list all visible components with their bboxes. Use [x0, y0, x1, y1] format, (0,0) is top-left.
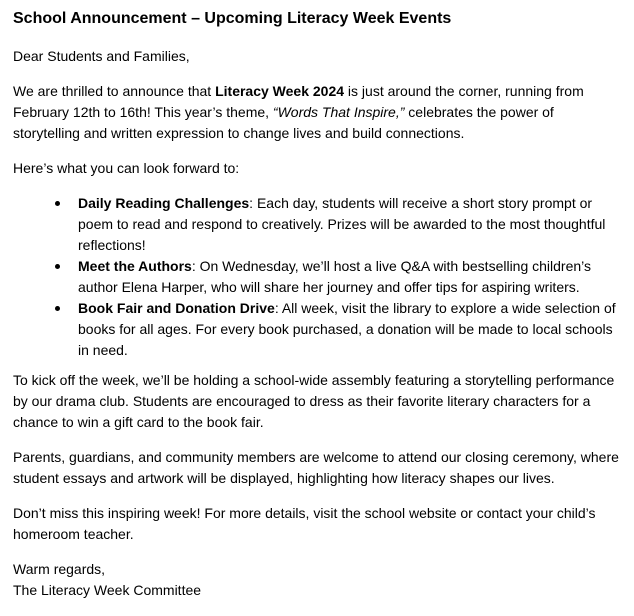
bullet-icon: [55, 264, 60, 269]
list-item-book-fair: [78, 298, 621, 361]
assembly-paragraph: To kick off the week, we’ll be holding a school-wide assembly featuring a storytelling performance by our drama club. Students are encouraged to dress as their favorite literary characters for a chance to win a gift card to the book fair.: [13, 372, 615, 430]
signoff: Warm regards,: [13, 561, 106, 577]
event-item-text: Daily Reading Challenges: Each day, students will receive a short story prompt or poem to read and respond to creatively. Prizes will be awarded to the most thoughtful reflections!: [78, 195, 606, 253]
reminder-paragraph: Don’t miss this inspiring week! For more details, visit the school website or contact your child’s homeroom teacher.: [13, 505, 596, 542]
salutation: Dear Students and Families,: [13, 48, 190, 64]
event-item-text: Meet the Authors: On Wednesday, we’ll host a live Q&A with bestselling children’s author Elena Harper, who will share her journey and offer tips for aspiring writers.: [78, 258, 592, 295]
events-list: [13, 193, 621, 361]
ceremony-paragraph: Parents, guardians, and community members are welcome to attend our closing ceremony, where student essays and artwork will be displayed, highlighting how literacy shapes our lives.: [13, 449, 619, 486]
bullet-icon: [55, 201, 60, 206]
signoff-block: [13, 559, 621, 601]
document-title: School Announcement – Upcoming Literacy Week Events: [13, 10, 452, 27]
signature: The Literacy Week Committee: [13, 582, 202, 598]
bullet-icon: [55, 306, 60, 311]
event-item-text: Book Fair and Donation Drive: All week, visit the library to explore a wide selection of books for all ages. For every book purchased, a donation will be made to local schools in need.: [78, 300, 616, 358]
intro-paragraph: We are thrilled to announce that Literacy Week 2024 is just around the corner, running from February 12th to 16th! This year’s theme, “Words That Inspire,” celebrates the power of storytelling and written expression to change lives and build connections.: [13, 83, 584, 141]
list-lead-in: Here’s what you can look forward to:: [13, 160, 240, 176]
list-item-daily-reading: [78, 193, 621, 256]
list-item-meet-authors: [78, 256, 621, 298]
